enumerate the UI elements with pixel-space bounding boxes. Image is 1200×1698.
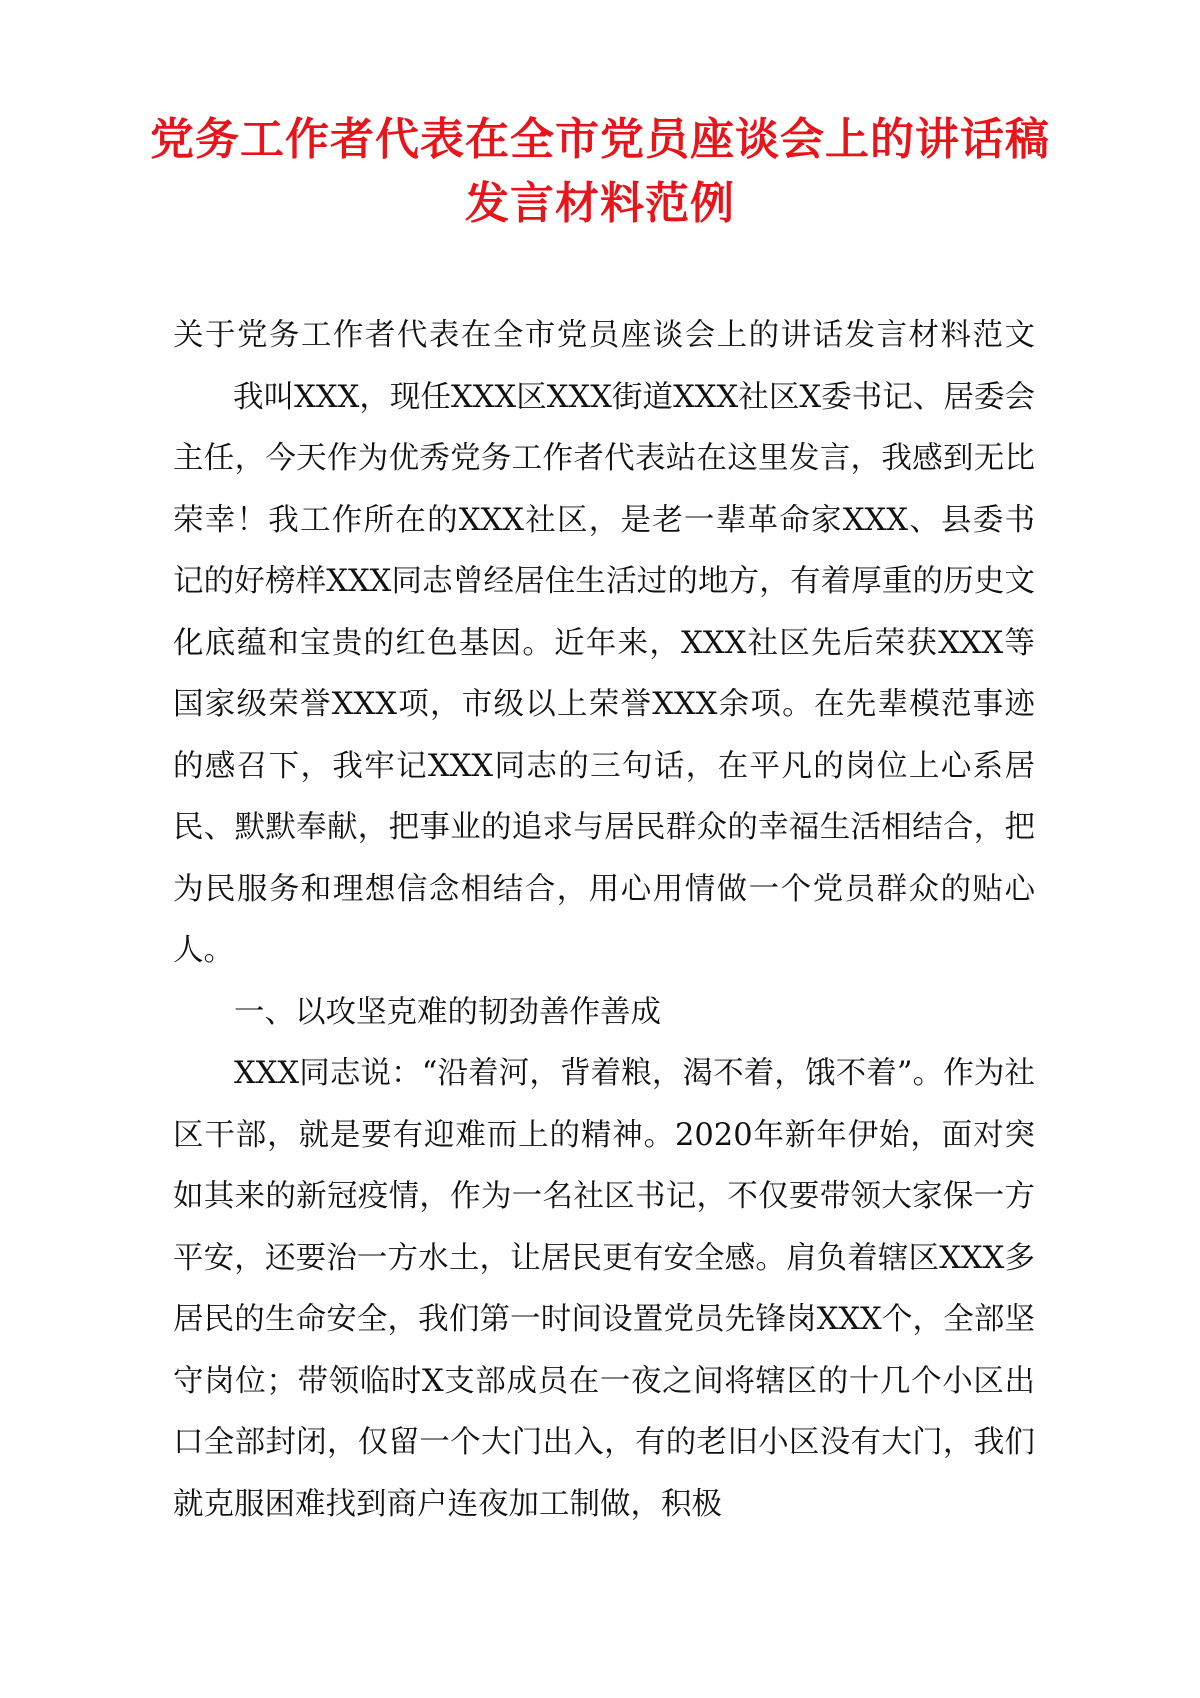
document-title: 党务工作者代表在全市党员座谈会上的讲话稿发言材料范例 (150, 114, 1050, 229)
paragraph-2: XXX同志说：“沿着河，背着粮，渴不着，饿不着”。作为社区干部，就是要有迎难而上的精神。2020年新年伊始，面对突如其来的新冠疫情，作为一名社区书记，不仅要带领大家保一方平安，还要治一方水土，让居民更有安全感。肩负着辖区XXX多居民的生命安全，我们第一时间设置党员先锋岗XXX个，全部坚守岗位；带领临时X支部成员在一夜之间将辖区的十几个小区出口全部封闭，仅留一个大门出入，有的老旧小区没有大门，我们就克服困难找到商户连夜加工制做，积极 (173, 1056, 1035, 1522)
document-body (173, 305, 1035, 1535)
paragraph-1: 我叫XXX，现任XXX区XXX街道XXX社区X委书记、居委会主任，今天作为优秀党务工作者代表站在这里发言，我感到无比荣幸！我工作所在的XXX社区，是老一辈革命家XXX、县委书记的好榜样XXX同志曾经居住生活过的地方，有着厚重的历史文化底蕴和宝贵的红色基因。近年来，XXX社区先后荣获XXX等国家级荣誉XXX项，市级以上荣誉XXX余项。在先辈模范事迹的感召下，我牢记XXX同志的三句话，在平凡的岗位上心系居民、默默奉献，把事业的追求与居民群众的幸福生活相结合，把为民服务和理想信念相结合，用心用情做一个党员群众的贴心人。 (173, 379, 1035, 968)
intro-label: 关于党务工作者代表在全市党员座谈会上的讲话发言材料范文 (173, 318, 1035, 353)
section-heading-1: 一、以攻坚克难的韧劲善作善成 (234, 994, 661, 1030)
intro-paragraph (173, 305, 1035, 982)
